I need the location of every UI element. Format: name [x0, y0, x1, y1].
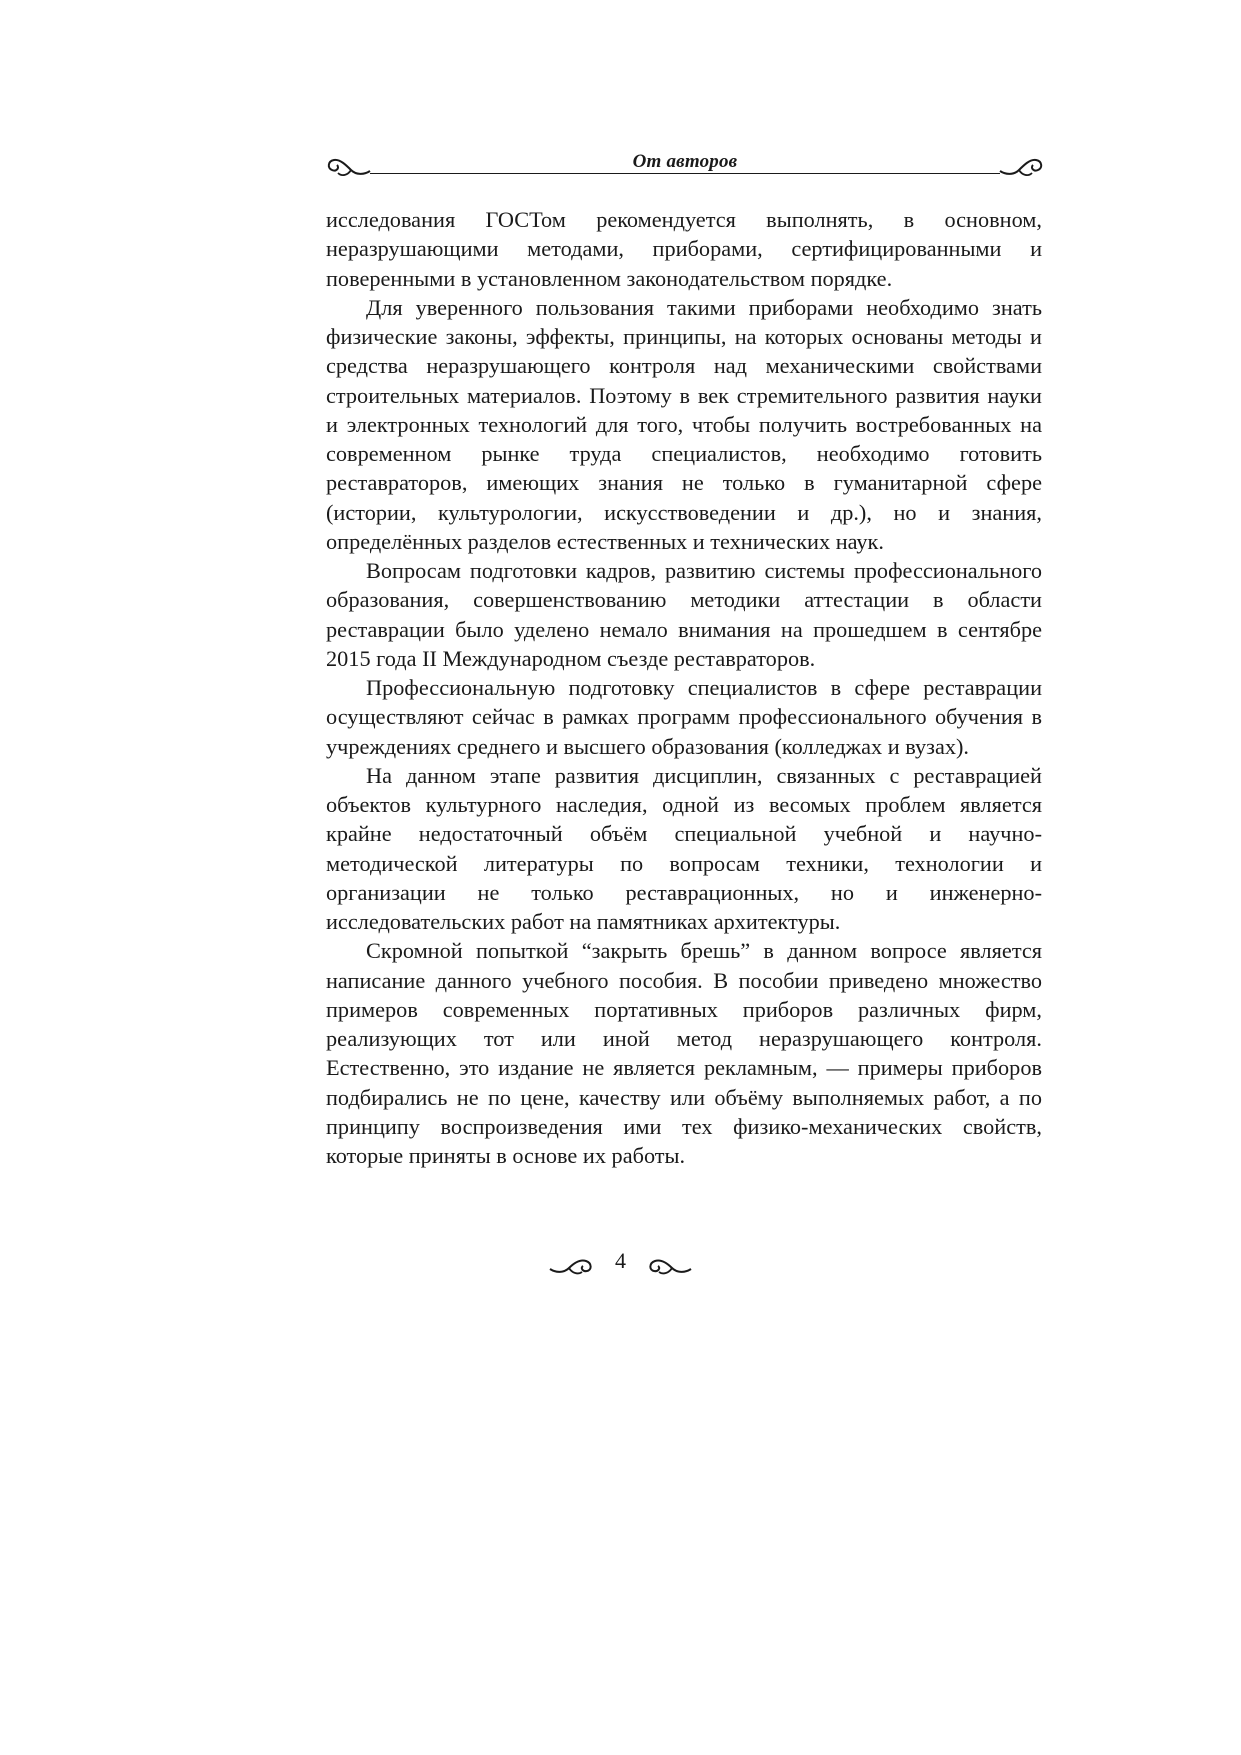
header-rule	[370, 173, 1000, 174]
page-footer	[0, 1248, 1241, 1294]
paragraph: Профессиональную подготовку специалистов в сфере реставрации осуществляют сейчас в рамках программ профессионального обучения в учреждениях среднего и высшего образования (колледжах и вузах).	[326, 675, 1042, 759]
header-title: От авторов	[632, 151, 738, 172]
paragraph: Скромной попыткой “закрыть брешь” в данном вопросе является написание данного учебного пособия. В пособии приведено множество примеров современных портативных приборов различных фирм, реализующих тот или иной метод неразрушающего контроля. Естественно, это издание не является рекламным, — примеры приборов подбирались не по цене, качеству или объёму выполняемых работ, а по принципу воспроизведения ими тех физико-механических свойств, которые приняты в основе их работы.	[326, 938, 1042, 1168]
body-text	[326, 205, 1042, 1170]
paragraph: Вопросам подготовки кадров, развитию системы профессионального образования, совершенствованию методики аттестации в области реставрации было уделено немало внимания на прошедшем в сентябре 2015 года II Международном съезде реставраторов.	[326, 558, 1042, 671]
paragraph: На данном этапе развития дисциплин, связанных с реставрацией объектов культурного наследия, одной из весомых проблем является крайне недостаточный объём специальной учебной и научно-методической литературы по вопросам техники, технологии и организации не только реставрационных, но и инженерно-исследовательских работ на памятниках архитектуры.	[326, 762, 1042, 934]
paragraph: исследования ГОСТом рекомендуется выполнять, в основном, неразрушающими методами, приборами, сертифицированными и поверенными в установленном законодательством порядке.	[326, 207, 1042, 291]
flourish-icon	[644, 1255, 694, 1279]
flourish-icon	[547, 1255, 597, 1279]
running-header	[324, 147, 1046, 187]
flourish-icon	[996, 151, 1046, 179]
paragraph: Для уверенного пользования такими приборами необходимо знать физические законы, эффекты, принципы, на которых основаны методы и средства неразрушающего контроля над механическими свойствами строительных материалов. Поэтому в век стремительного развития науки и электронных технологий для того, чтобы получить востребованных на современном рынке труда специалистов, необходимо готовить реставраторов, имеющих знания не только в гуманитарной сфере (истории, культурологии, искусствоведении и др.), но и знания, определённых разделов естественных и технических наук.	[326, 294, 1042, 554]
page-number: 4	[615, 1248, 626, 1273]
